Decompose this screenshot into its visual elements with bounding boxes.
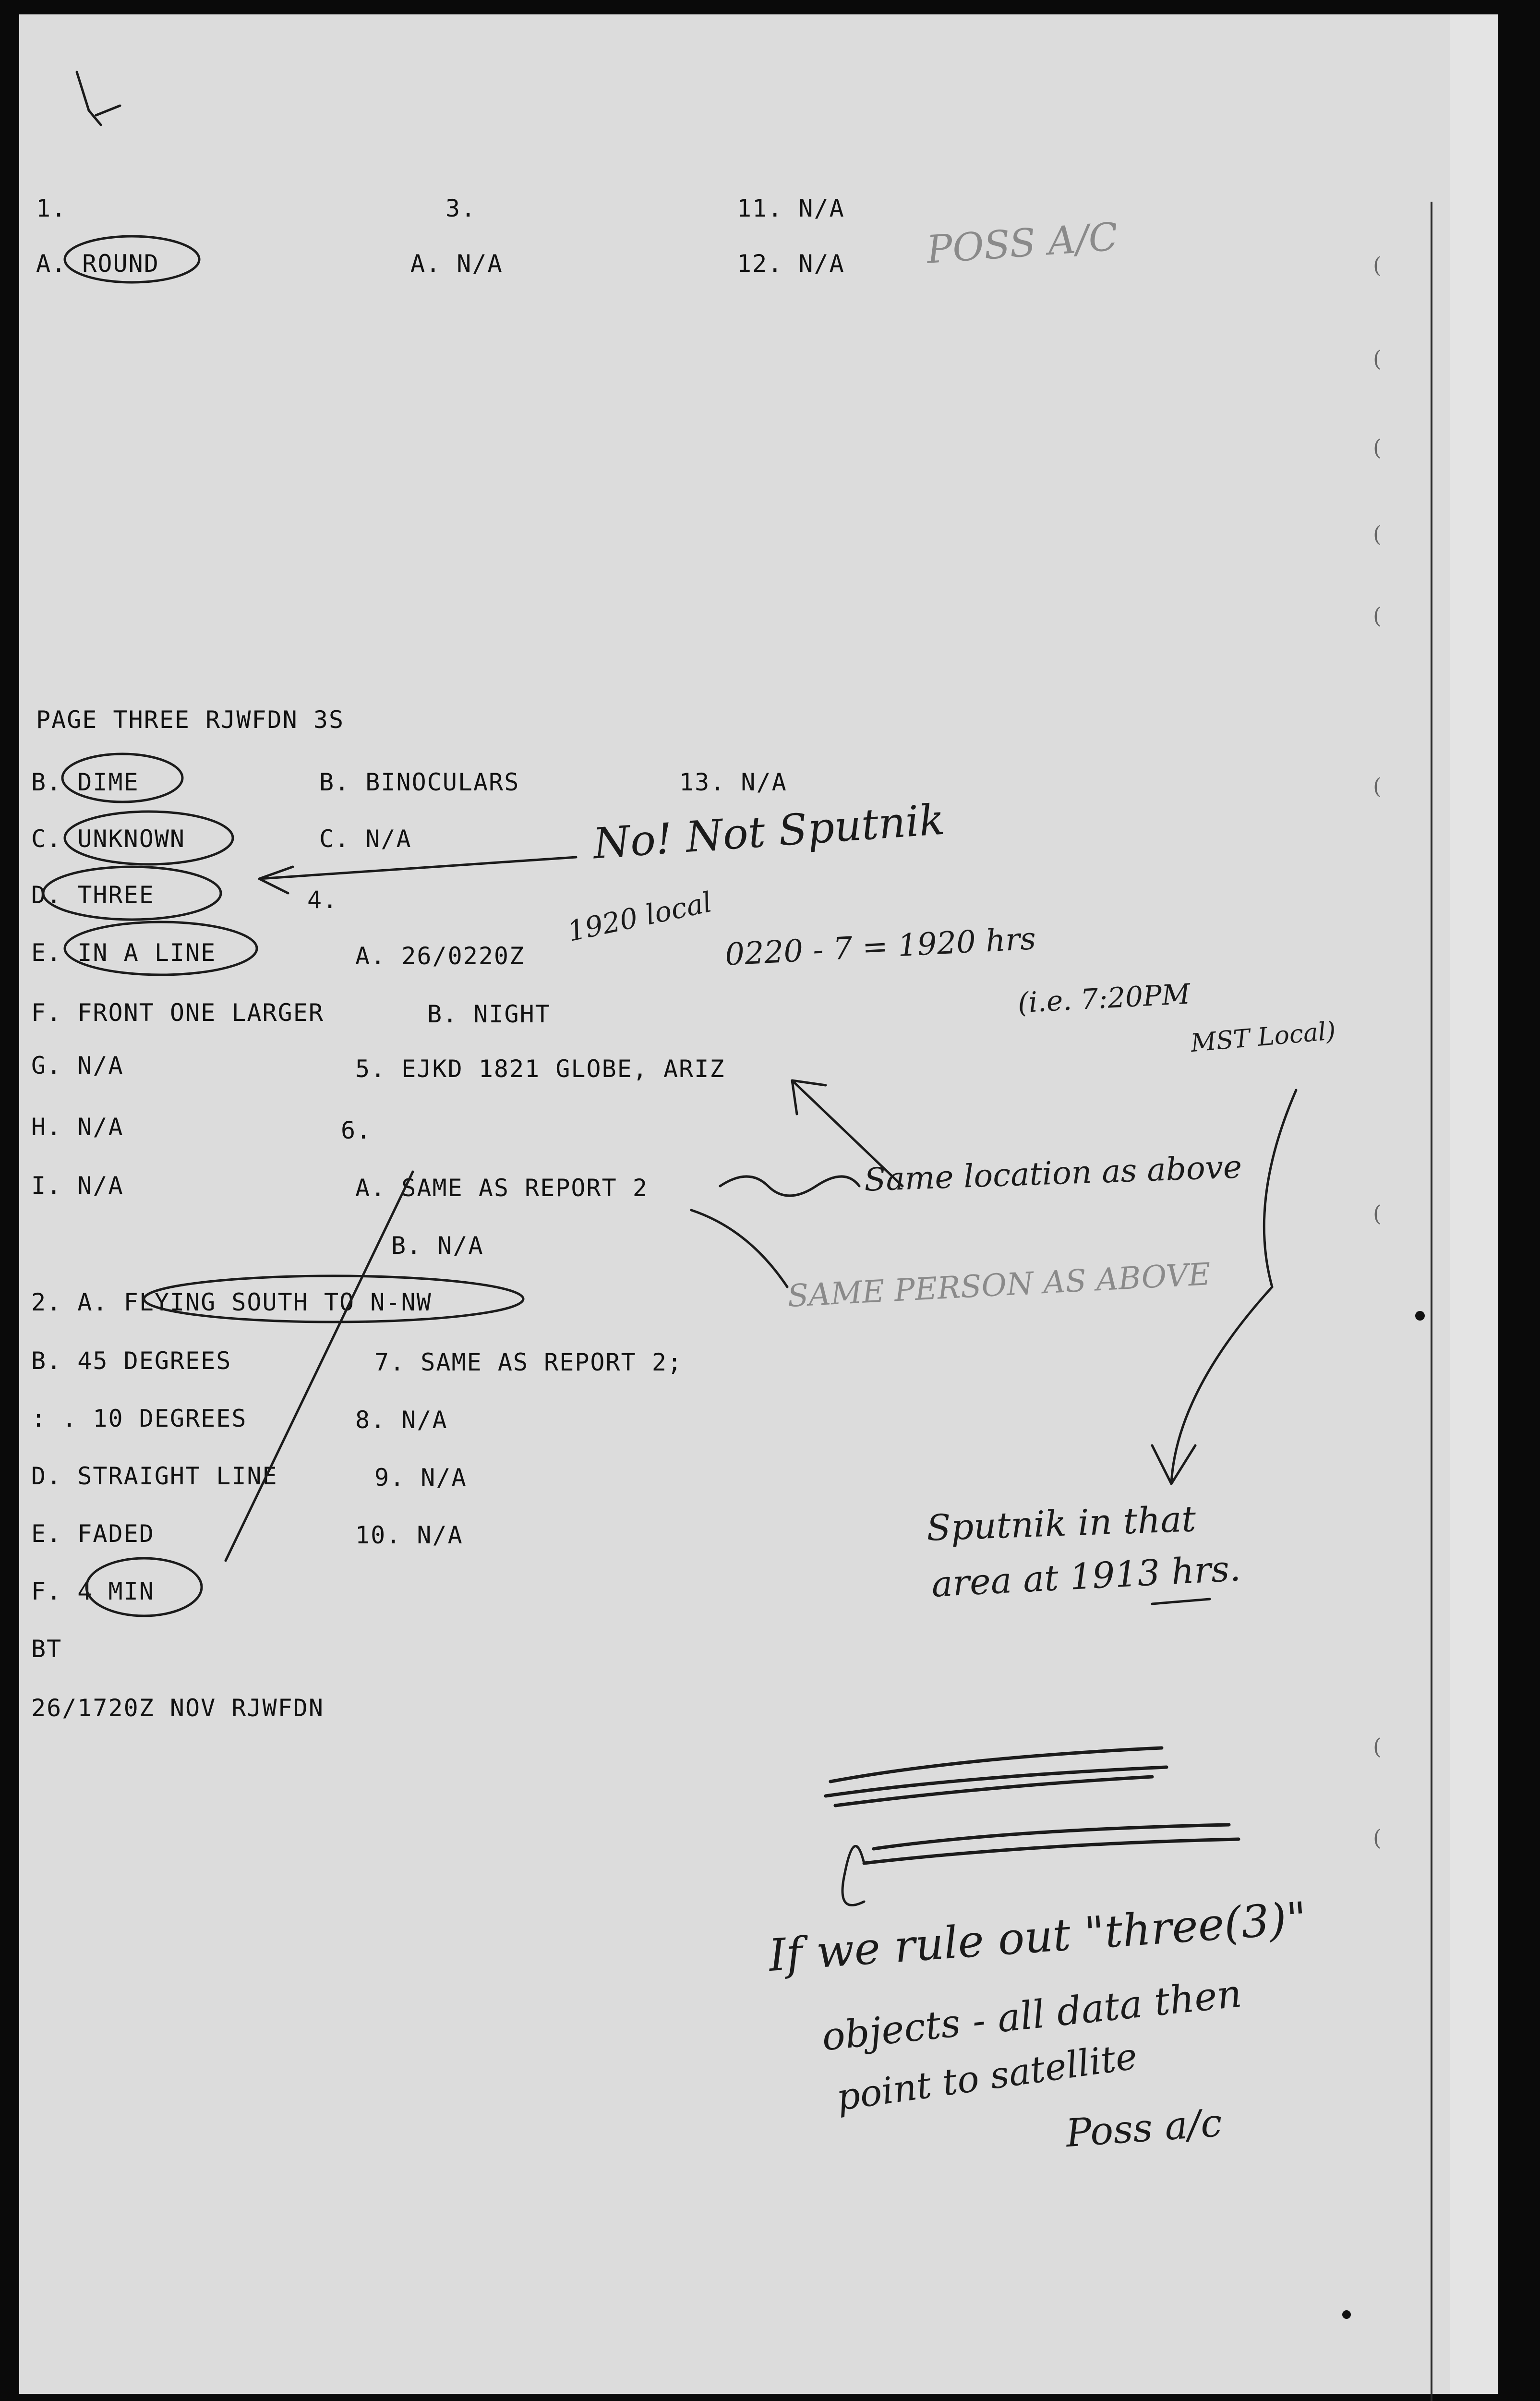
margin-mark: ( xyxy=(1373,252,1382,278)
line-r5-c1: C. UNKNOWN xyxy=(31,825,186,853)
line-r11-c1: I. N/A xyxy=(31,1172,124,1200)
line-r20-c1: 26/1720Z NOV RJWFDN xyxy=(31,1694,324,1722)
line-r4-c2: B. BINOCULARS xyxy=(319,768,520,796)
annotation-local-time: 1920 local xyxy=(565,885,715,948)
line-r4-c1: B. DIME xyxy=(31,768,139,796)
line-r10-c2: 6. xyxy=(341,1116,372,1144)
line-r3-c1: PAGE THREE RJWFDN 3S xyxy=(36,706,345,734)
page-edge xyxy=(1450,14,1498,2394)
line-r14-c1: B. 45 DEGREES xyxy=(31,1347,232,1375)
annotation-sputnik-1: Sputnik in that xyxy=(926,1498,1197,1549)
annotation-conversion-3: MST Local) xyxy=(1189,1016,1337,1058)
annotation-rule-out-2: objects - all data then xyxy=(819,1971,1244,2060)
line-r1-c1: 1. xyxy=(36,194,67,222)
annotation-rule-out-3: point to satellite xyxy=(833,2034,1140,2119)
line-r1-c3: 11. N/A xyxy=(737,194,845,222)
annotation-conversion-2: (i.e. 7:20PM xyxy=(1017,977,1191,1019)
margin-mark: ( xyxy=(1373,1734,1382,1759)
line-r11-c2: A. SAME AS REPORT 2 xyxy=(355,1174,648,1202)
margin-mark: ( xyxy=(1373,346,1382,372)
annotation-not-sputnik: No! Not Sputnik xyxy=(591,794,947,869)
line-r7-c1: E. IN A LINE xyxy=(31,939,217,967)
annotation-rule-out-1: If we rule out "three(3)" xyxy=(767,1892,1309,1982)
line-r10-c1: H. N/A xyxy=(31,1113,124,1141)
line-r5-c2: C. N/A xyxy=(319,825,412,853)
margin-mark: ( xyxy=(1373,603,1382,629)
line-r2-c1: A. ROUND xyxy=(36,250,159,278)
line-r16-c1: D. STRAIGHT LINE xyxy=(31,1462,278,1490)
annotation-conversion-1: 0220 - 7 = 1920 hrs xyxy=(724,921,1037,973)
annotation-rule-out-4: Poss a/c xyxy=(1064,2100,1224,2156)
line-r8-c2: B. NIGHT xyxy=(427,1000,551,1028)
line-r18-c1: F. 4 MIN xyxy=(31,1577,155,1605)
margin-rule xyxy=(1431,202,1432,2401)
line-r1-c2: 3. xyxy=(445,194,477,222)
line-r9-c2: 5. EJKD 1821 GLOBE, ARIZ xyxy=(355,1055,725,1083)
line-r2-c3: 12. N/A xyxy=(737,250,845,278)
annotation-sputnik-2: area at 1913 hrs. xyxy=(930,1548,1242,1605)
line-r7-c2: A. 26/0220Z xyxy=(355,942,525,970)
line-r15-c1: : . 10 DEGREES xyxy=(31,1405,247,1432)
margin-mark: ( xyxy=(1373,773,1382,799)
line-r13-c1: 2. A. FLYING SOUTH TO N-NW xyxy=(31,1288,432,1316)
line-r17-c1: E. FADED xyxy=(31,1520,155,1548)
line-r4-c3: 13. N/A xyxy=(679,768,787,796)
margin-mark: ( xyxy=(1373,1825,1382,1851)
line-r2-c2: A. N/A xyxy=(410,250,503,278)
line-r6-c2: 4. xyxy=(307,886,338,914)
annotation-poss-ac-top: POSS A/C xyxy=(925,214,1119,272)
annotation-same-location: Same location as above xyxy=(863,1148,1243,1199)
line-r14-c2: 7. SAME AS REPORT 2; xyxy=(374,1348,683,1376)
line-r12-c2: B. N/A xyxy=(391,1232,484,1260)
margin-mark: ( xyxy=(1373,521,1382,547)
line-r17-c2: 10. N/A xyxy=(355,1521,463,1549)
line-r8-c1: F. FRONT ONE LARGER xyxy=(31,999,324,1027)
line-r15-c2: 8. N/A xyxy=(355,1406,448,1434)
margin-mark: ( xyxy=(1373,1200,1382,1226)
line-r16-c2: 9. N/A xyxy=(374,1464,467,1492)
line-r9-c1: G. N/A xyxy=(31,1052,124,1079)
line-r6-c1: D. THREE xyxy=(31,881,155,909)
document-page xyxy=(19,14,1498,2394)
annotation-same-person: SAME PERSON AS ABOVE xyxy=(786,1256,1212,1315)
line-r19-c1: BT xyxy=(31,1635,62,1663)
margin-mark: ( xyxy=(1373,435,1382,461)
